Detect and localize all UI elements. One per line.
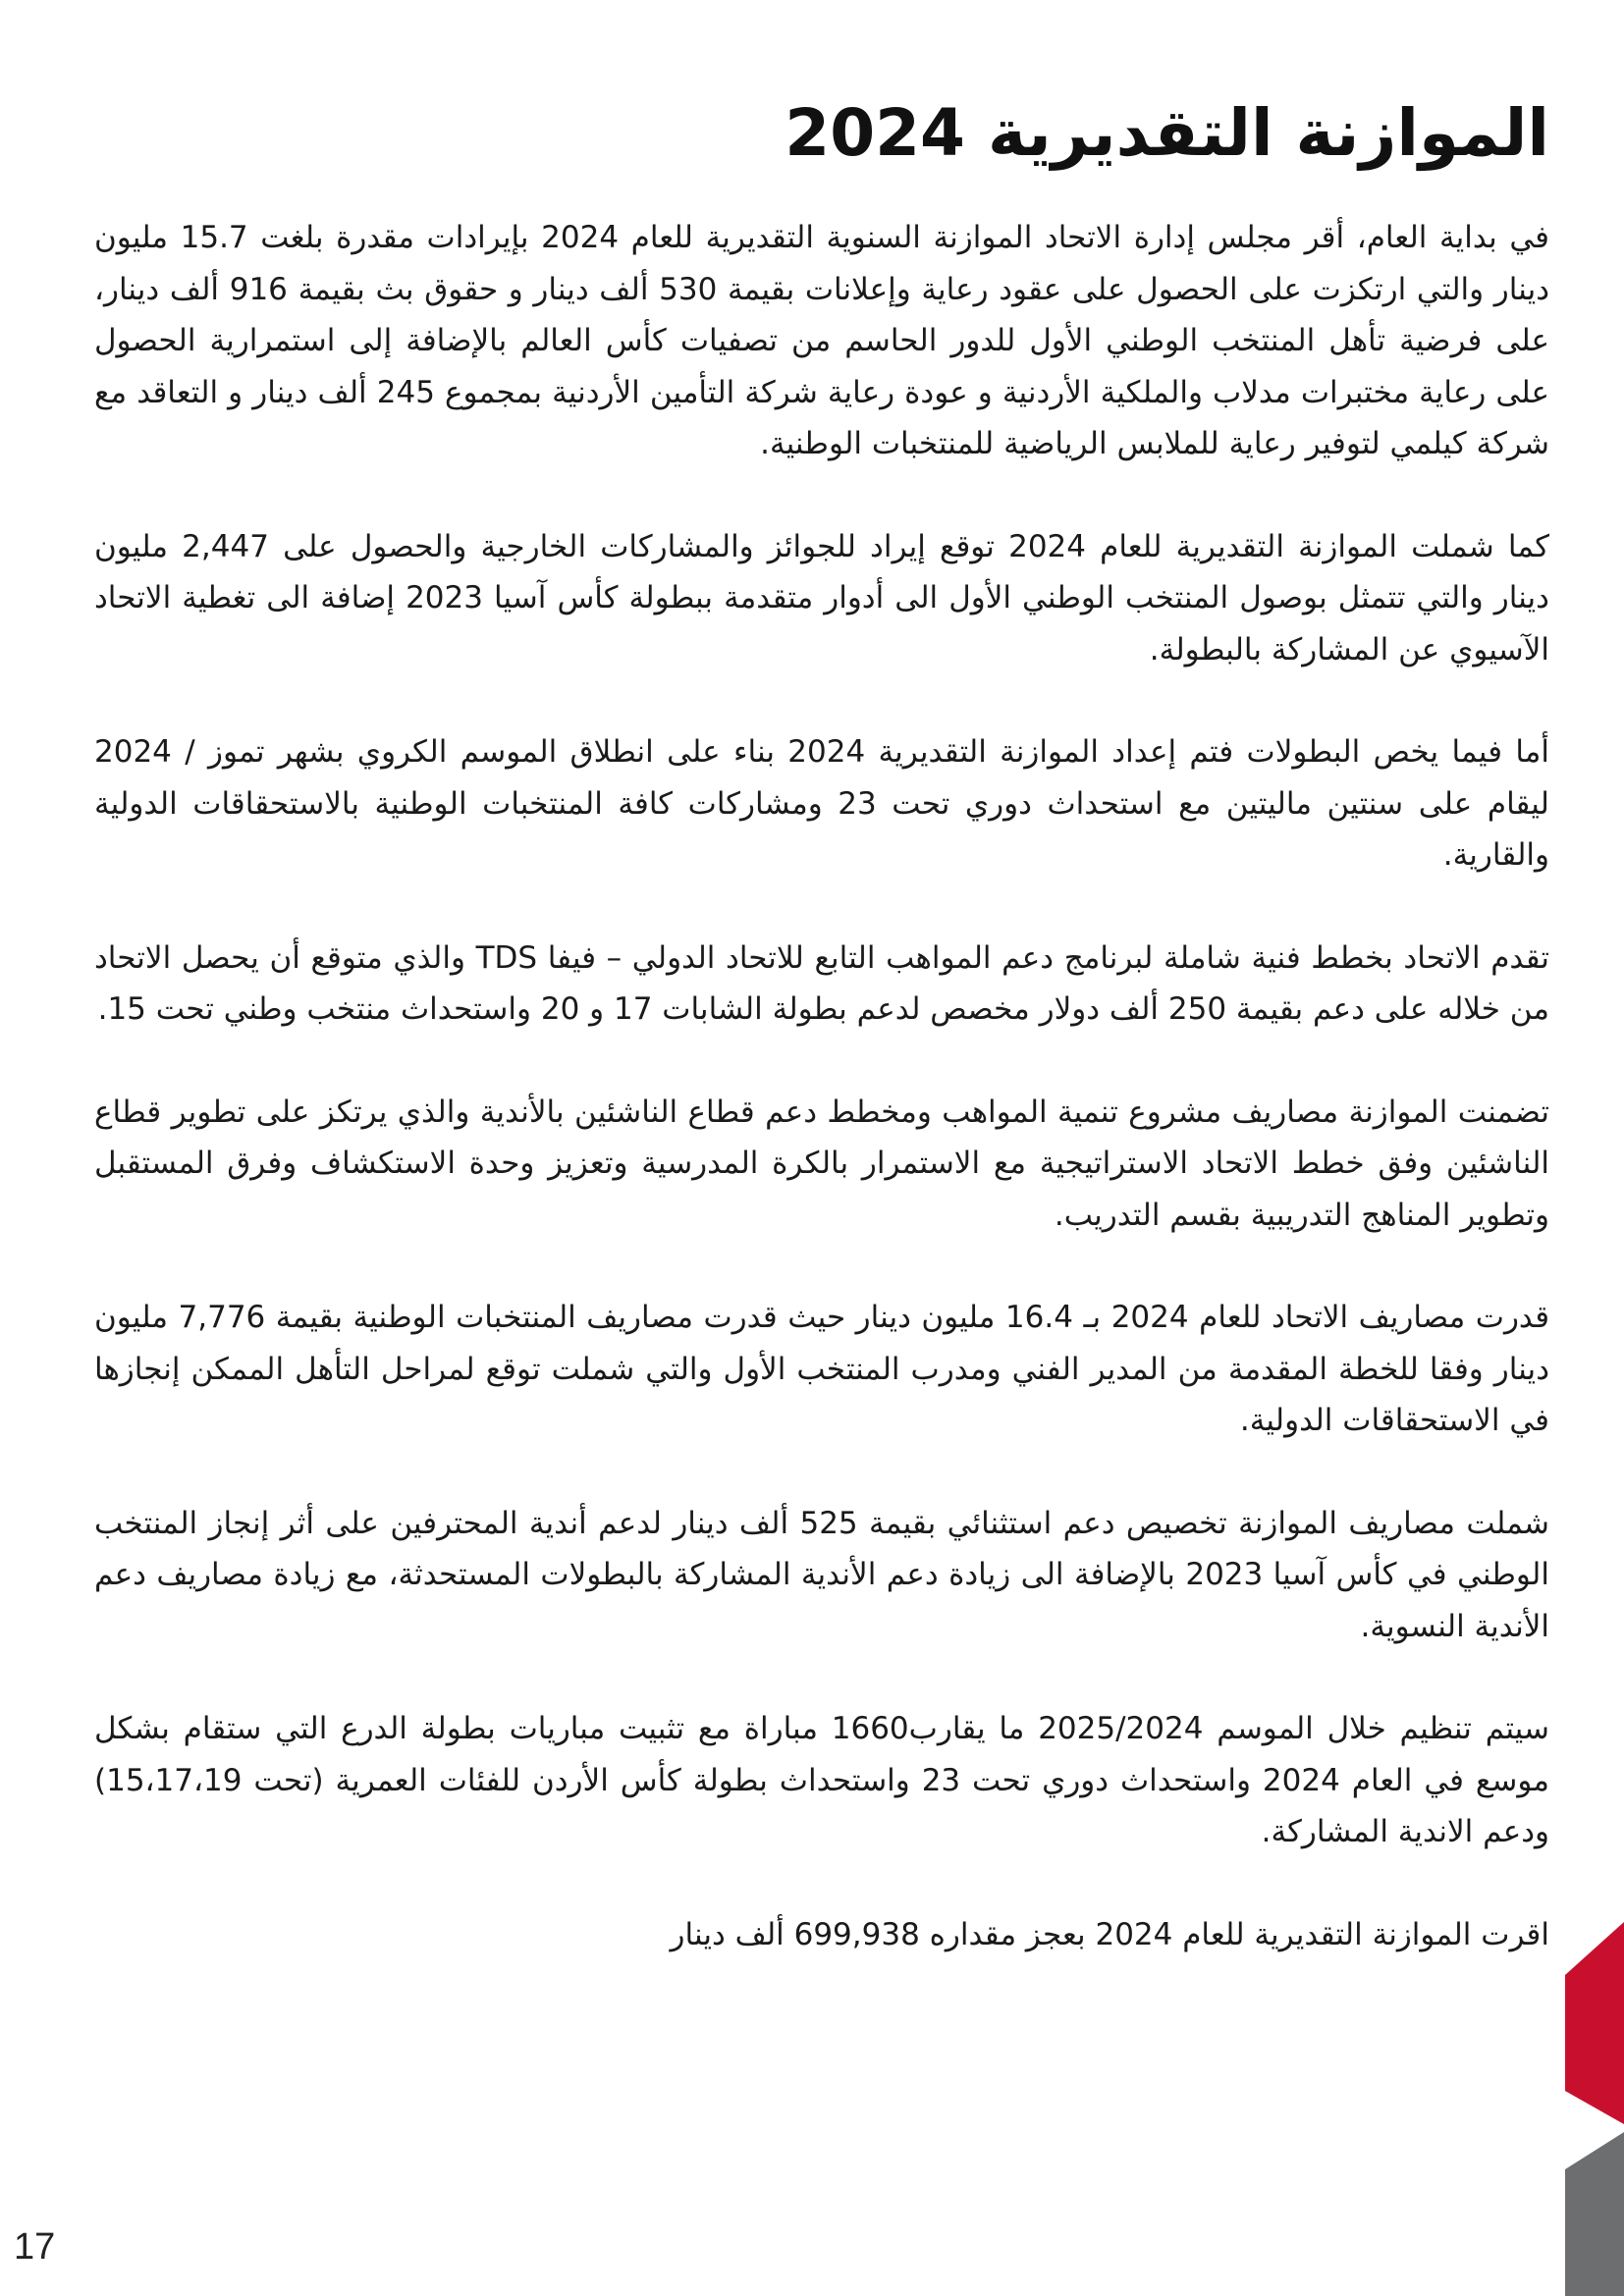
page-title: الموازنة التقديرية 2024 bbox=[785, 95, 1549, 171]
paragraph-matches-schedule: سيتم تنظيم خلال الموسم 2025/2024 ما يقارب1660 مباراة مع تثبيت مباريات بطولة الدرع التي ستقام بشكل موسع في العام 2024 واستحداث دوري تحت 23 واستحداث بطولة كأس الأردن للفئات العمرية (تحت 15،17،19) ودعم الاندية المشاركة. bbox=[94, 1711, 1550, 1849]
paragraph-talent-development: تضمنت الموازنة مصاريف مشروع تنمية المواهب ومخطط دعم قطاع الناشئين بالأندية والذي يرتكز على تطوير قطاع الناشئين وفق خطط الاتحاد الاستراتيجية مع الاستمرار بالكرة المدرسية وتعزيز وحدة الاستكشاف وفرق المستقبل وتطوير المناهج التدريبية بقسم التدريب. bbox=[94, 1094, 1549, 1233]
paragraph-expenses: قدرت مصاريف الاتحاد للعام 2024 بـ 16.4 مليون دينار حيث قدرت مصاريف المنتخبات الوطنية بقيمة 7,776 مليون دينار وفقا للخطة المقدمة من المدير الفني ومدرب المنتخب الأول والتي شملت توقع لمراحل التأهل الممكن إنجازها في الاستحقاقات الدولية. bbox=[94, 1300, 1550, 1438]
grey-accent-band bbox=[1565, 2132, 1624, 2296]
paragraph-fifa-tds: تقدم الاتحاد بخطط فنية شاملة لبرنامج دعم المواهب التابع للاتحاد الدولي – فيفا TDS والذي متوقع أن يحصل الاتحاد من خلاله على دعم بقيمة 250 ألف دولار مخصص لدعم بطولة الشابات 17 و 20 واستحداث منتخب وطني تحت 15. bbox=[94, 939, 1550, 1027]
red-accent-band bbox=[1565, 1922, 1624, 2124]
paragraph-tournaments: أما فيما يخص البطولات فتم إعداد الموازنة التقديرية 2024 بناء على انطلاق الموسم الكروي بشهر تموز / 2024 ليقام على سنتين ماليتين مع استحداث دوري تحت 23 ومشاركات كافة المنتخبات الوطنية بالاستحقاقات الدولية والقارية. bbox=[94, 734, 1549, 873]
paragraph-deficit: اقرت الموازنة التقديرية للعام 2024 بعجز مقداره 699,938 ألف دينار bbox=[670, 1916, 1549, 1952]
page-number: 17 bbox=[14, 2226, 56, 2268]
side-accent-decoration bbox=[1565, 0, 1624, 2296]
paragraph-revenue-overview: في بداية العام، أقر مجلس إدارة الاتحاد الموازنة السنوية التقديرية للعام 2024 بإيرادات مقدرة بلغت 15.7 مليون دينار والتي ارتكزت على الحصول على عقود رعاية وإعلانات بقيمة 530 ألف دينار و حقوق بث بقيمة 916 ألف دينار، على فرضية تأهل المنتخب الوطني الأول للدور الحاسم من تصفيات كأس العالم بالإضافة إلى استمرارية الحصول على رعاية مختبرات مدلاب والملكية الأردنية و عودة رعاية شركة التأمين الأردنية بمجموع 245 ألف دينار و التعاقد مع شركة كيلمي لتوفير رعاية للملابس الرياضية للمنتخبات الوطنية. bbox=[94, 220, 1550, 461]
paragraph-prizes-participation: كما شملت الموازنة التقديرية للعام 2024 توقع إيراد للجوائز والمشاركات الخارجية والحصول على 2,447 مليون دينار والتي تتمثل بوصول المنتخب الوطني الأول الى أدوار متقدمة ببطولة كأس آسيا 2023 إضافة الى تغطية الاتحاد الآسيوي عن المشاركة بالبطولة. bbox=[94, 528, 1549, 667]
paragraph-club-support: شملت مصاريف الموازنة تخصيص دعم استثنائي بقيمة 525 ألف دينار لدعم أندية المحترفين على أثر إنجاز المنتخب الوطني في كأس آسيا 2023 بالإضافة الى زيادة دعم الأندية المشاركة بالبطولات المستحدثة، مع زيادة مصاريف دعم الأندية النسوية. bbox=[94, 1505, 1549, 1644]
body-text bbox=[94, 212, 1549, 2011]
